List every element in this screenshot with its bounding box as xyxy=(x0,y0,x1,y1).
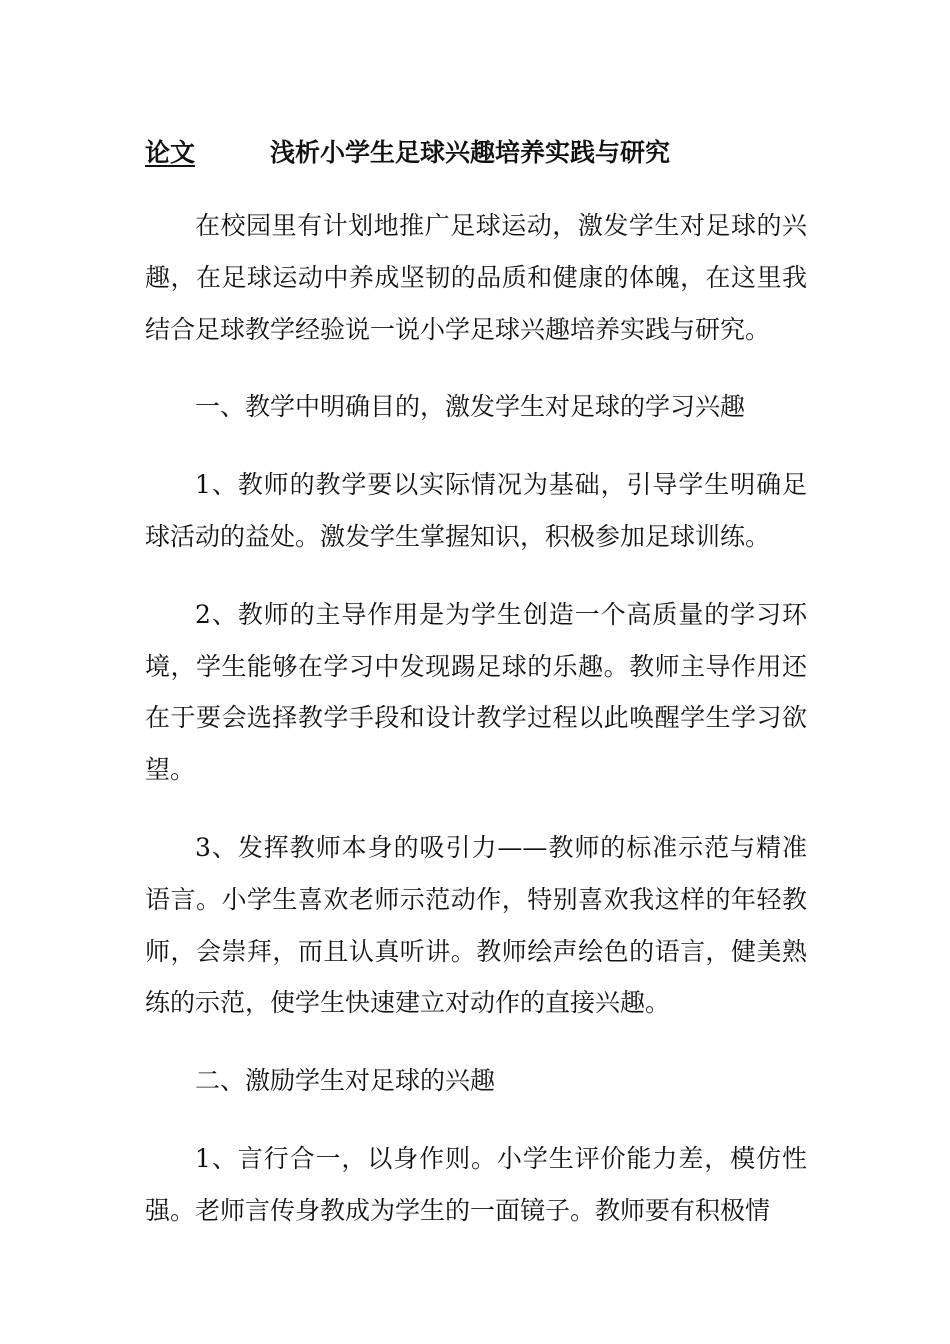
intro-paragraph: 在校园里有计划地推广足球运动，激发学生对足球的兴趣，在足球运动中养成坚韧的品质和健康的体魄，在这里我结合足球教学经验说一说小学足球兴趣培养实践与研究。 xyxy=(145,211,807,344)
section-heading-1: 一、教学中明确目的，激发学生对足球的学习兴趣 xyxy=(195,392,746,422)
paragraph-1-2: 2、教师的主导作用是为学生创造一个高质量的学习环境，学生能够在学习中发现踢足球的乐趣。教师主导作用还在于要会选择教学手段和设计教学过程以此唤醒学生学习欲望。 xyxy=(145,599,807,785)
paragraph-2-1: 1、言行合一，以身作则。小学生评价能力差，模仿性强。老师言传身教成为学生的一面镜子。教师要有积极情 xyxy=(145,1143,807,1225)
paragraph-1-3: 3、发挥教师本身的吸引力——教师的标准示范与精准语言。小学生喜欢老师示范动作，特别喜欢我这样的年轻教师，会崇拜，而且认真听讲。教师绘声绘色的语言，健美熟练的示范，使学生快速建立对动作的直接兴趣。 xyxy=(145,832,807,1018)
document-title xyxy=(145,133,815,173)
title-label: 论文 xyxy=(145,138,196,167)
paragraph-1-1: 1、教师的教学要以实际情况为基础，引导学生明确足球活动的益处。激发学生掌握知识，积极参加足球训练。 xyxy=(145,470,807,551)
title-text: 浅析小学生足球兴趣培养实践与研究 xyxy=(270,138,671,167)
section-heading-2: 二、激励学生对足球的兴趣 xyxy=(195,1066,496,1096)
document-body xyxy=(145,200,807,1263)
